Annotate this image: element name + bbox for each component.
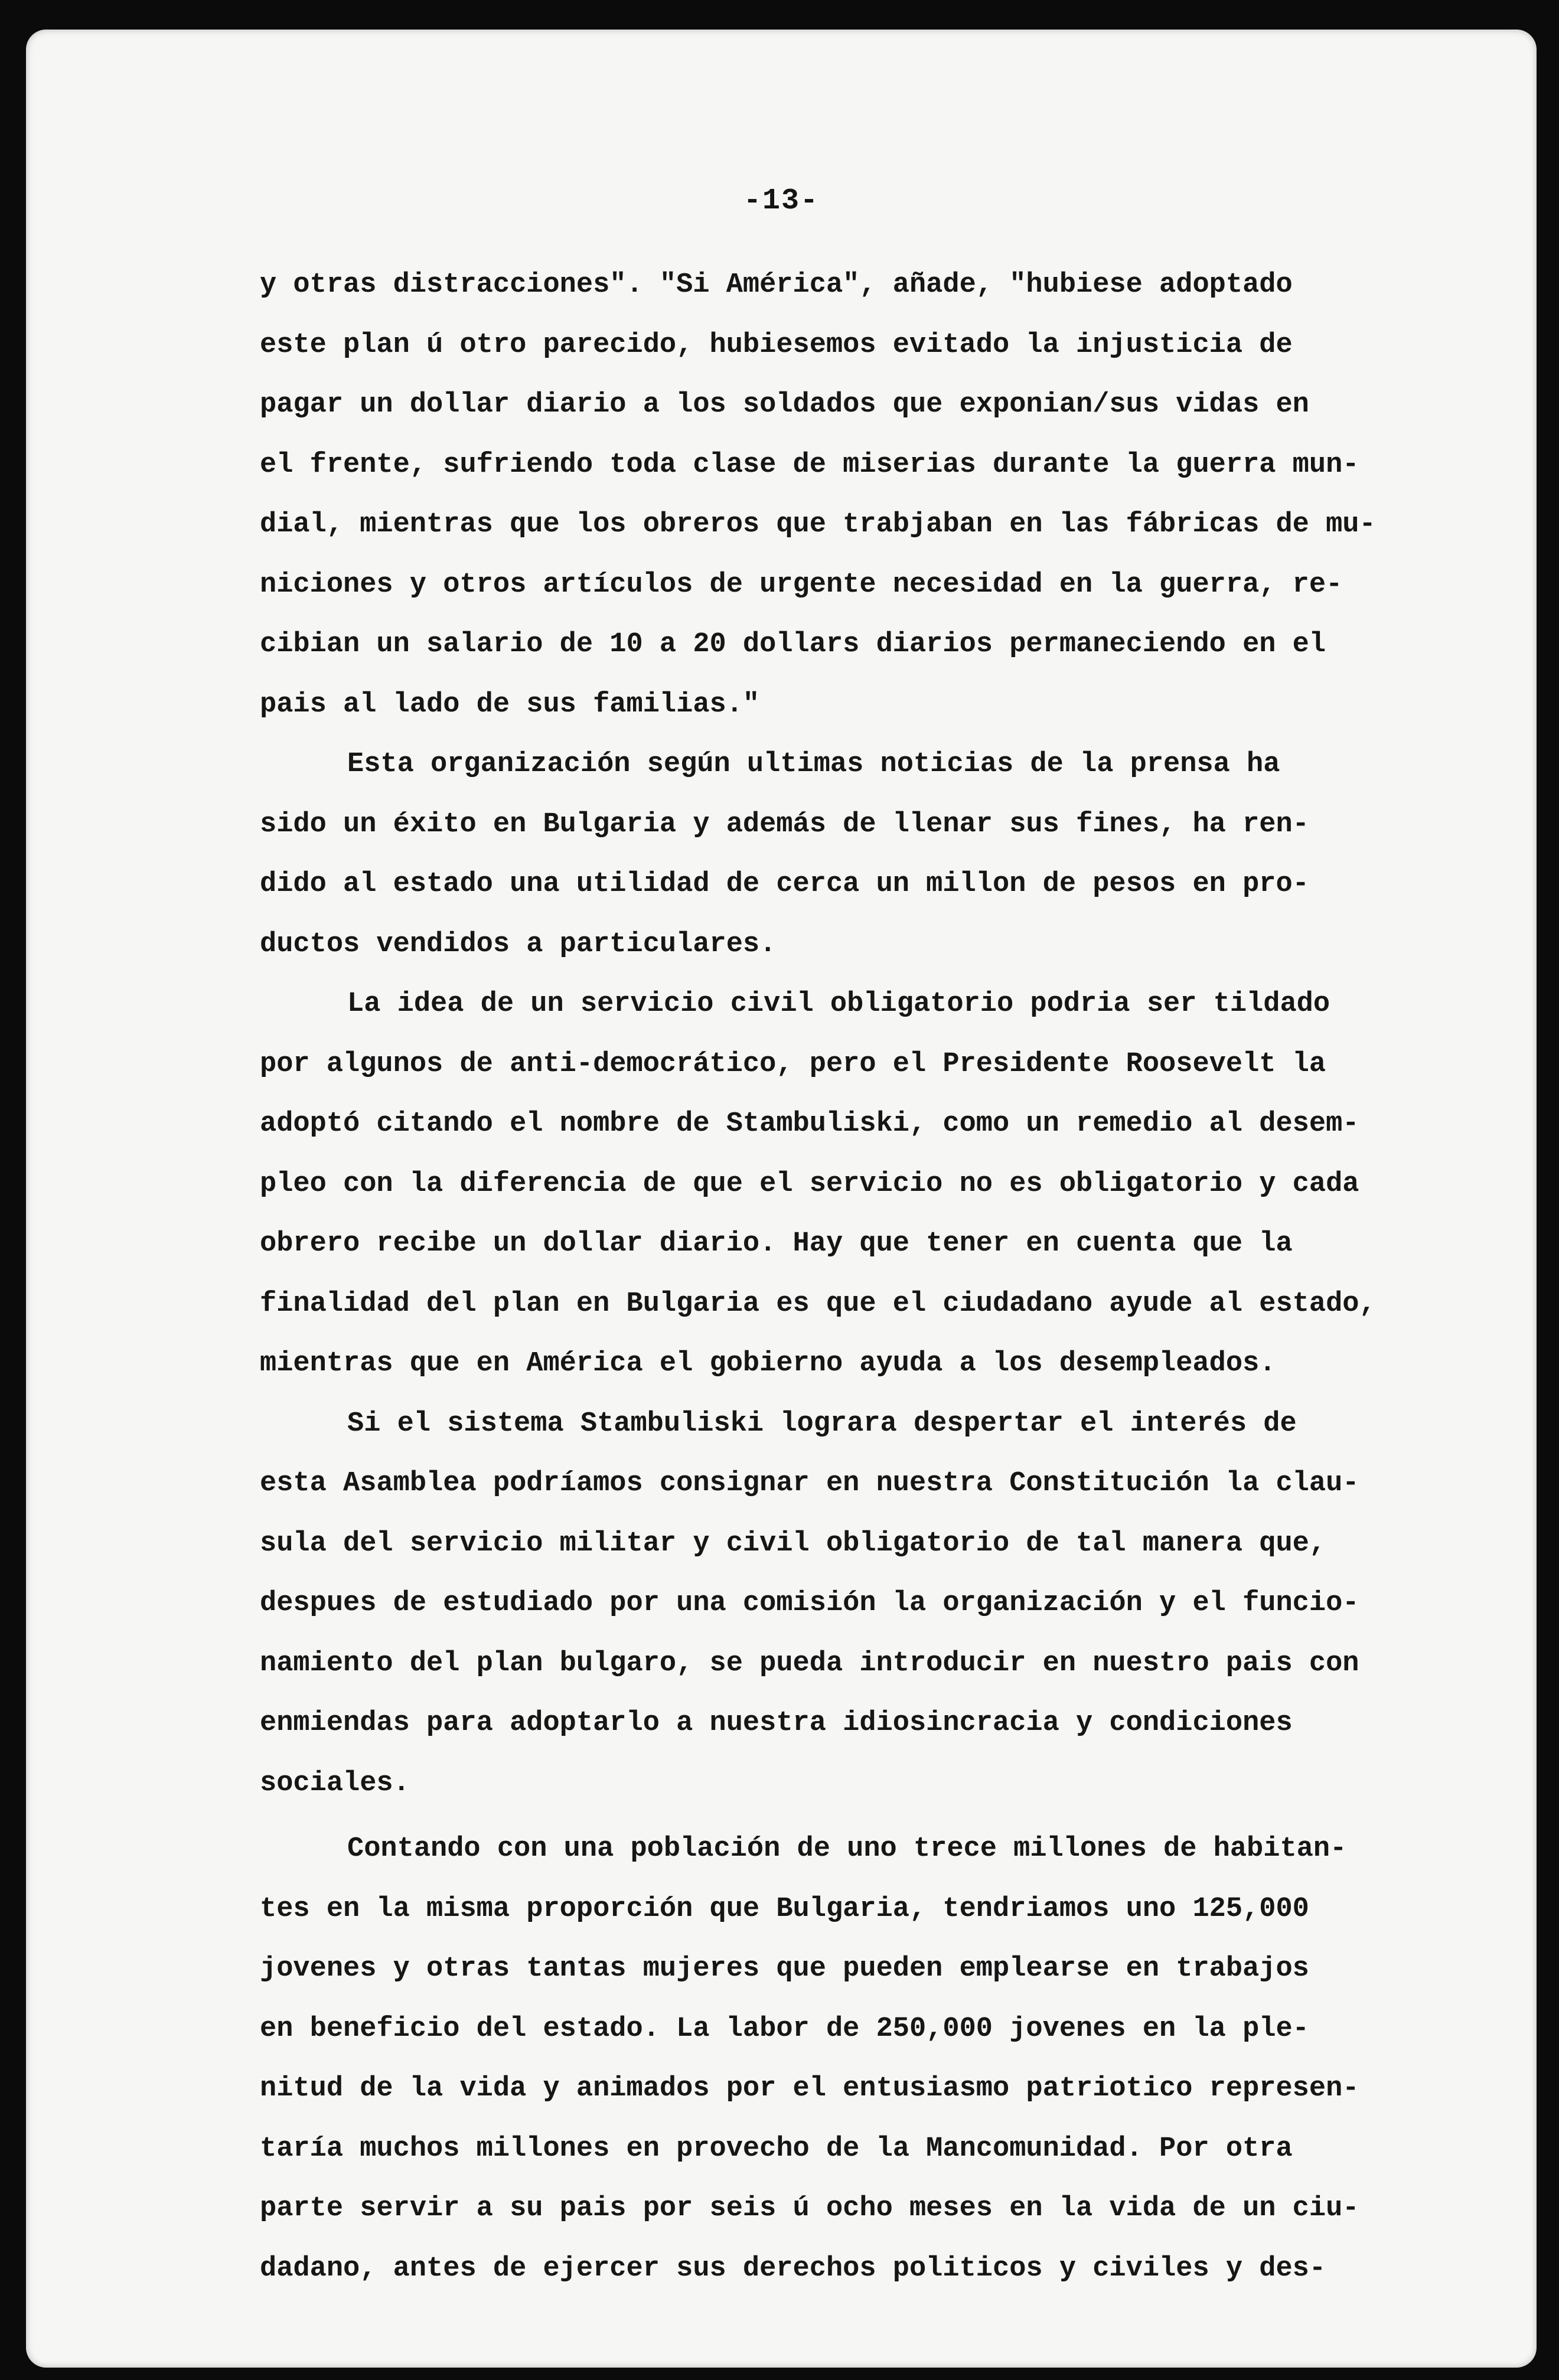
text-line: sido un éxito en Bulgaria y además de llenar sus fines, ha ren-	[260, 808, 1309, 840]
paragraph-start-line: La idea de un servicio civil obligatorio podria ser tildado	[347, 988, 1330, 1020]
text-line: el frente, sufriendo toda clase de miserias durante la guerra mun-	[260, 449, 1359, 481]
text-line: parte servir a su pais por seis ú ocho meses en la vida de un ciu-	[260, 2193, 1359, 2224]
text-line: jovenes y otras tantas mujeres que pueden emplearse en trabajos	[260, 1953, 1309, 1984]
paragraph-start-line: Esta organización según ultimas noticias de la prensa ha	[347, 749, 1280, 780]
text-line: dido al estado una utilidad de cerca un millon de pesos en pro-	[260, 869, 1309, 900]
text-line: niciones y otros artículos de urgente necesidad en la guerra, re-	[260, 569, 1343, 600]
text-line: pleo con la diferencia de que el servicio no es obligatorio y cada	[260, 1168, 1359, 1200]
text-line: namiento del plan bulgaro, se pueda introducir en nuestro pais con	[260, 1647, 1359, 1679]
text-line: enmiendas para adoptarlo a nuestra idiosincracia y condiciones	[260, 1708, 1293, 1739]
text-line: esta Asamblea podríamos consignar en nuestra Constitución la clau-	[260, 1468, 1359, 1499]
text-line: por algunos de anti-democrático, pero el Presidente Roosevelt la	[260, 1048, 1326, 1080]
text-line: mientras que en América el gobierno ayuda a los desempleados.	[260, 1348, 1276, 1379]
paragraph-start-line: Si el sistema Stambuliski lograra despertar el interés de	[347, 1408, 1297, 1439]
text-line: en beneficio del estado. La labor de 250,000 jovenes en la ple-	[260, 2013, 1309, 2045]
text-line: pais al lado de sus familias."	[260, 688, 760, 720]
text-line: nitud de la vida y animados por el entusiasmo patriotico represen-	[260, 2073, 1359, 2104]
text-line: obrero recibe un dollar diario. Hay que tener en cuenta que la	[260, 1228, 1293, 1259]
text-line: pagar un dollar diario a los soldados que exponian/sus vidas en	[260, 389, 1309, 420]
text-line: dadano, antes de ejercer sus derechos politicos y civiles y des-	[260, 2252, 1326, 2284]
page-number: -13-	[743, 184, 820, 218]
text-line: este plan ú otro parecido, hubiesemos evitado la injusticia de	[260, 329, 1293, 361]
text-line: tes en la misma proporción que Bulgaria, tendriamos uno 125,000	[260, 1893, 1309, 1925]
text-line: sociales.	[260, 1767, 410, 1799]
body-text	[260, 255, 1494, 2299]
text-line: ductos vendidos a particulares.	[260, 928, 777, 960]
text-line: sula del servicio militar y civil obligatorio de tal manera que,	[260, 1527, 1326, 1559]
text-line: y otras distracciones". "Si América", añade, "hubiese adoptado	[260, 269, 1293, 301]
text-line: taría muchos millones en provecho de la Mancomunidad. Por otra	[260, 2133, 1293, 2164]
text-line: adoptó citando el nombre de Stambuliski, como un remedio al desem-	[260, 1108, 1359, 1140]
paragraph-start-line: Contando con una población de uno trece millones de habitan-	[347, 1833, 1347, 1865]
text-line: dial, mientras que los obreros que trabjaban en las fábricas de mu-	[260, 509, 1376, 540]
text-line: despues de estudiado por una comisión la organización y el funcio-	[260, 1588, 1359, 1619]
text-line: finalidad del plan en Bulgaria es que el ciudadano ayude al estado,	[260, 1288, 1376, 1320]
document-page	[26, 30, 1537, 2368]
text-line: cibian un salario de 10 a 20 dollars diarios permaneciendo en el	[260, 629, 1326, 660]
